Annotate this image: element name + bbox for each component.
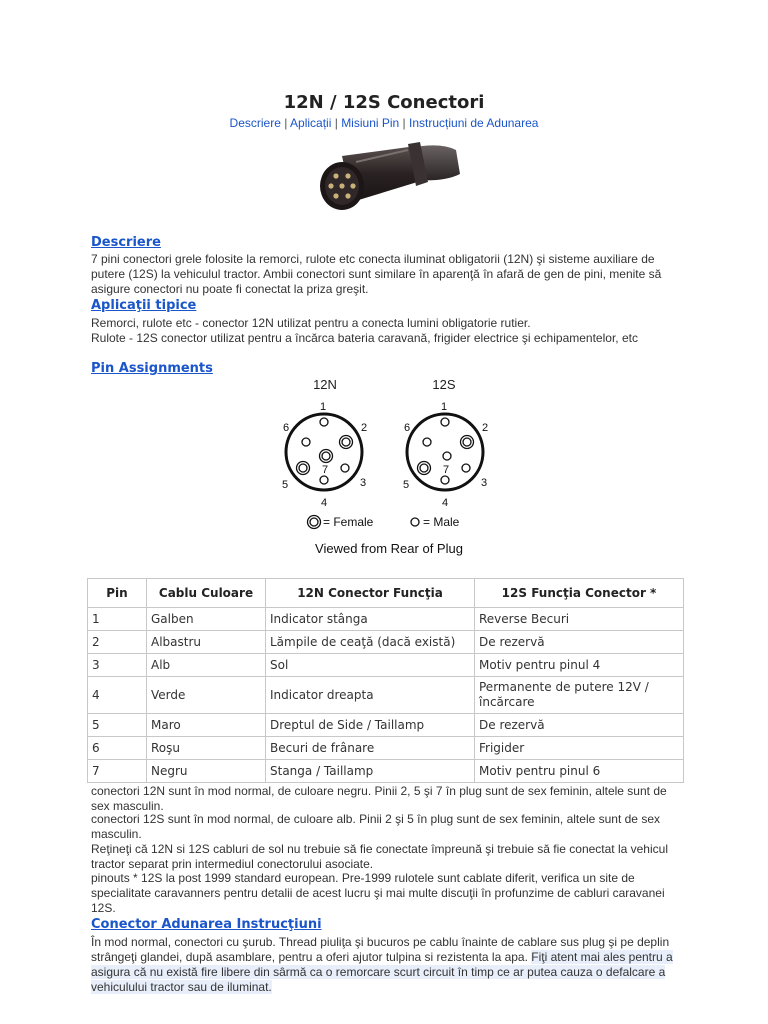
cell-color: Alb — [147, 654, 266, 677]
instructiuni-text-plain: În mod normal, conectori cu şurub. Thread piuliţa şi bucuros pe cablu înainte de cablare sus plug şi pe deplin strângeţi glandei, după asamblare, pentru a oferi ajutor tulpina si rezistenta la apa. — [91, 935, 670, 964]
heading-descriere: Descriere — [91, 235, 161, 250]
diagram-caption: Viewed from Rear of Plug — [315, 541, 463, 556]
table-row — [88, 714, 684, 737]
table-row — [88, 608, 684, 631]
descriere-text: 7 pini conectori grele folosite la remorci, rulote etc conecta iluminat obligatorii (12N) şi sisteme auxiliare de putere (12S) la vehiculul tractor. Ambii conectori sunt similare în aparenţă în afară de gen de pini, menite să asigure conectori nu poate fi conectat la priza greşit. — [91, 252, 662, 296]
pin-table — [87, 578, 684, 783]
connector-12s — [403, 401, 488, 509]
aplicatii-line-1: Remorci, rulote etc - conector 12N utilizat pentru a conecta lumini obligatorie rutier. — [91, 316, 531, 330]
table-row — [88, 760, 684, 783]
connector-plug-image — [312, 140, 462, 218]
table-row — [88, 654, 684, 677]
cell-12s: Permanente de putere 12V / încărcare — [475, 677, 684, 714]
pin-number-3: 3 — [480, 477, 488, 489]
pin-number-4: 4 — [441, 497, 449, 509]
table-header-pin: Pin — [88, 579, 147, 608]
pin-assignment-diagram — [270, 372, 510, 562]
cell-12n: Sol — [266, 654, 475, 677]
pin-number-7: 7 — [442, 464, 450, 476]
heading-pin-assignments: Pin Assignments — [91, 361, 213, 376]
pin-number-6: 6 — [282, 422, 290, 434]
aplicatii-line-2: Rulote - 12S conector utilizat pentru a încărca bateria caravană, frigider electrice şi echipamentelor, etc — [91, 331, 638, 345]
pin-number-2: 2 — [360, 422, 368, 434]
heading-aplicatii: Aplicaţii tipice — [91, 298, 197, 313]
cell-12s: Motiv pentru pinul 6 — [475, 760, 684, 783]
cell-color: Verde — [147, 677, 266, 714]
diagram-label-12n: 12N — [313, 377, 337, 392]
page-title: 12N / 12S Conectori — [283, 92, 485, 113]
cell-12n: Indicator stânga — [266, 608, 475, 631]
table-header-12n-functia: 12N Conector Funcţia — [266, 579, 475, 608]
table-header-12s-functia: 12S Funcţia Conector * — [475, 579, 684, 608]
nav-separator: | — [399, 116, 410, 130]
legend-female-label: = Female — [323, 515, 374, 529]
note-pinouts: pinouts * 12S la post 1999 standard european. Pre-1999 rulotele sunt cablate diferit, verifica un site de specialitate caravanners pentru detalii de acest lucru şi mai multe discuţii în profunzime de cabluri caravanei 12S. — [91, 871, 665, 915]
cell-12n: Dreptul de Side / Taillamp — [266, 714, 475, 737]
cell-pin: 2 — [88, 631, 147, 654]
cell-12n: Stanga / Taillamp — [266, 760, 475, 783]
nav-link-descriere[interactable]: Descriere — [229, 116, 281, 130]
cell-color: Roşu — [147, 737, 266, 760]
diagram-label-12s: 12S — [432, 377, 456, 392]
nav-link-instructiuni[interactable]: Instrucțiuni de Adunarea — [409, 116, 539, 130]
cell-12s: Frigider — [475, 737, 684, 760]
note-12n-colour: conectori 12N sunt în mod normal, de culoare negru. Pinii 2, 5 şi 7 în plug sunt de sex feminin, altele sunt de sex masculin. — [91, 784, 667, 813]
cell-color: Negru — [147, 760, 266, 783]
note-12s-colour: conectori 12S sunt în mod normal, de culoare alb. Pinii 2 şi 5 în plug sunt de sex feminin, altele sunt de sex masculin. — [91, 812, 660, 841]
section-nav — [0, 116, 768, 130]
pin-number-1: 1 — [319, 401, 327, 413]
table-header-row — [88, 579, 684, 608]
table-header-cablu-culoare: Cablu Culoare — [147, 579, 266, 608]
connector-12n — [282, 401, 367, 509]
cell-color: Galben — [147, 608, 266, 631]
pin-number-6: 6 — [403, 422, 411, 434]
cell-pin: 5 — [88, 714, 147, 737]
nav-separator: | — [331, 116, 342, 130]
pin-number-7: 7 — [321, 464, 329, 476]
cell-pin: 4 — [88, 677, 147, 714]
instructiuni-text-highlight: Fiţi atent mai ales pentru a asigura că nu există fire libere din sârmă ca o remorcare scurt circuit în timp ce ar putea cauza o defalcare a vehiculului tractor sau de iluminat. — [91, 950, 673, 994]
cell-pin: 7 — [88, 760, 147, 783]
nav-separator: | — [280, 116, 291, 130]
note-ground: Reţineţi că 12N si 12S cabluri de sol nu trebuie să fie conectate împreună şi trebuie să fie conectat la vehicul tractor separat prin intermediul conectorului asociate. — [91, 842, 668, 871]
instructiuni-text — [91, 935, 681, 995]
cell-12s: De rezervă — [475, 714, 684, 737]
cell-12n: Lămpile de ceaţă (dacă există) — [266, 631, 475, 654]
cell-color: Albastru — [147, 631, 266, 654]
pin-number-2: 2 — [481, 422, 489, 434]
cell-12n: Indicator dreapta — [266, 677, 475, 714]
legend-male-label: = Male — [423, 515, 460, 529]
table-row — [88, 677, 684, 714]
table-row — [88, 737, 684, 760]
nav-link-aplicatii[interactable]: Aplicații — [290, 116, 332, 130]
pin-number-4: 4 — [320, 497, 328, 509]
heading-instructiuni: Conector Adunarea Instrucţiuni — [91, 917, 322, 932]
cell-pin: 1 — [88, 608, 147, 631]
pin-number-3: 3 — [359, 477, 367, 489]
pin-number-1: 1 — [440, 401, 448, 413]
pin-number-5: 5 — [281, 479, 289, 491]
cell-12s: Motiv pentru pinul 4 — [475, 654, 684, 677]
nav-link-misiuni-pin[interactable]: Misiuni Pin — [341, 116, 400, 130]
cell-12s: Reverse Becuri — [475, 608, 684, 631]
table-row — [88, 631, 684, 654]
cell-color: Maro — [147, 714, 266, 737]
pin-number-5: 5 — [402, 479, 410, 491]
cell-pin: 6 — [88, 737, 147, 760]
cell-12n: Becuri de frânare — [266, 737, 475, 760]
diagram-legend — [308, 515, 460, 529]
cell-pin: 3 — [88, 654, 147, 677]
cell-12s: De rezervă — [475, 631, 684, 654]
